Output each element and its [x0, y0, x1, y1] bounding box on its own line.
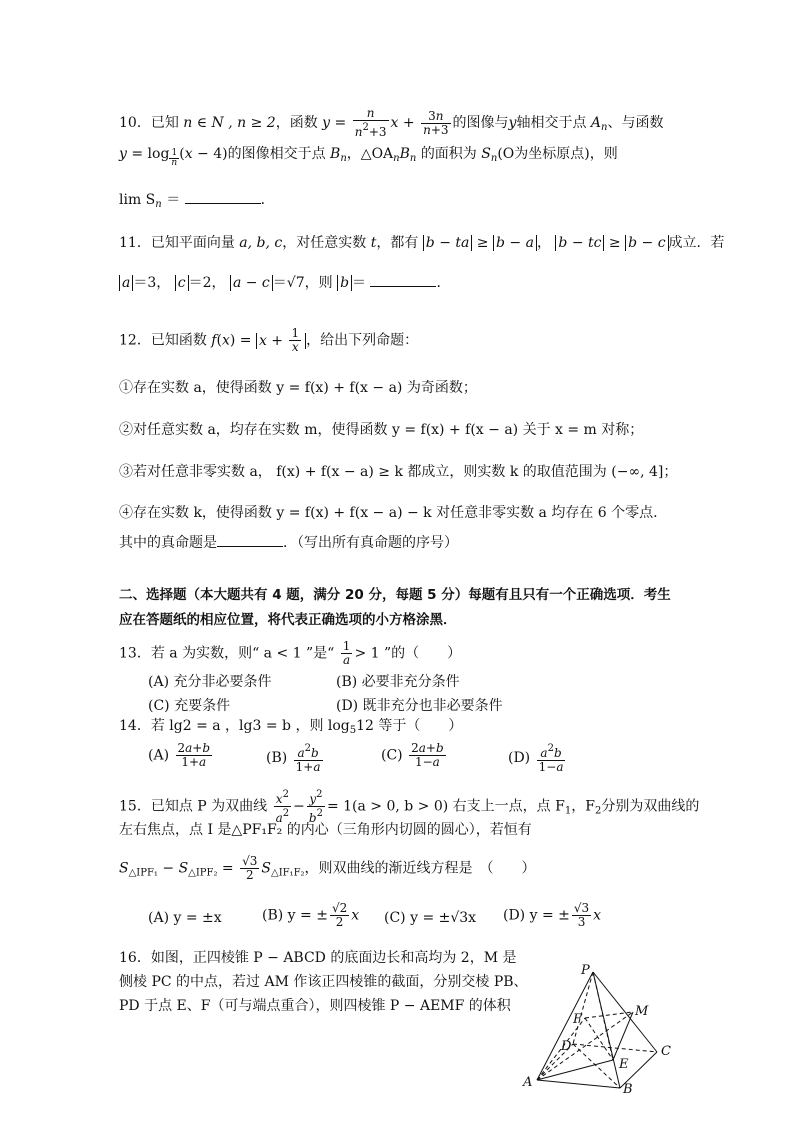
q14-option-b[interactable]: (B) $\frac{a^2b}{1+a}$	[266, 743, 321, 774]
q14-stem: 14．若 lg2 = a ，lg3 = b ，则 $\log_512$ 等于（ ）	[119, 718, 463, 736]
label-B: B	[623, 1082, 633, 1095]
label-A: A	[523, 1075, 533, 1090]
q15-option-b[interactable]: (B) y = ± $\frac{√2}{2}$ x	[262, 901, 360, 929]
q10-answer-blank[interactable]	[185, 203, 261, 204]
section2-heading-line1: 二、选择题（本大题共有 4 题，满分 20 分，每题 5 分）每题有且只有一个正确选项．考生	[119, 587, 671, 603]
label-C: C	[661, 1044, 671, 1059]
q15-option-c[interactable]: (C) y = ±√3x	[384, 910, 477, 926]
q15-option-a[interactable]: (A) y = ±x	[148, 910, 222, 926]
q12-proposition-4: ④存在实数 k，使得函数 y = f(x) + f(x − a) − k 对任意非零实数 a 均存在 6 个零点.	[119, 505, 658, 521]
label-D: D	[561, 1039, 572, 1054]
q11-answer-blank[interactable]	[370, 286, 436, 287]
q12-proposition-2: ②对任意实数 a，均存在实数 m，使得函数 y = f(x) + f(x − a) 关于 x = m 对称；	[119, 422, 644, 438]
label-F: F	[573, 1012, 583, 1027]
q14-option-d[interactable]: (D) $\frac{a^2b}{1-a}$	[508, 743, 564, 774]
label-E: E	[619, 1057, 629, 1072]
q13-option-a[interactable]: (A) 充分非必要条件	[148, 674, 272, 690]
q10-line2: y = log $_{\frac{1}{n}}$ (x − 4)的图像相交于点 $B_n$，$\triangle OA_nB_n$ 的面积为 $S_n(O$为坐标原点)，则	[119, 146, 618, 168]
q12-proposition-1: ①存在实数 a，使得函数 y = f(x) + f(x − a) 为奇函数；	[119, 380, 477, 396]
section2-heading-line2: 应在答题纸的相应位置，将代表正确选项的小方格涂黑．	[119, 612, 457, 628]
q12-intro: 12．已知函数 f(x) = x + $\frac{1}{x}$ ，给出下列命题：	[119, 326, 419, 354]
pyramid-diagram	[515, 960, 690, 1095]
q16-line3: PD 于点 E、F（可与端点重合），则四棱锥 P − AEMF 的体积	[119, 998, 511, 1014]
q12-proposition-3: ③若对任意非零实数 a， f(x) + f(x − a) ≥ k 都成立，则实数 k 的取值范围为 (−∞, 4]；	[119, 464, 678, 480]
q13-option-b[interactable]: (B) 必要非充分条件	[336, 674, 460, 690]
q11-line2: a ＝3， c ＝2， a − c ＝√7，则 b ＝ ．	[119, 273, 450, 293]
q12-answer-blank[interactable]	[217, 546, 283, 547]
q12-question: 其中的真命题是 ．（写出所有真命题的序号）	[119, 535, 458, 551]
q16-line2: 侧棱 PC 的中点，若过 AM 作该正四棱锥的截面，分别交棱 PB、	[119, 974, 528, 990]
q11-line1: 11．已知平面向量 a, b, c，对任意实数 t，都有 b − ta ≥ b − a ， b − tc ≥ b − c 成立．若	[119, 235, 725, 251]
q16-line1: 16．如图，正四棱锥 P − ABCD 的底面边长和高均为 2，M 是	[119, 950, 517, 966]
q10-number: 10．	[119, 115, 151, 131]
q13-option-d[interactable]: (D) 既非充分也非必要条件	[336, 698, 503, 714]
q10-line1: 10．已知 n ∈ N , n ≥ 2，函数 y = $\frac{n}{n^2+3}$ x + $\frac{3n}{n+3}$ 的图像与y轴相交于点 $A_n$、与函数	[119, 106, 664, 139]
q10-fraction-2: $\frac{3n}{n+3}$	[423, 108, 449, 137]
q10-fraction-1: $\frac{n}{n^2+3}$	[354, 106, 387, 139]
q13-stem: 13．若 a 为实数，则“ a < 1 ”是“ $\frac{1}{a}$ > 1 ”的（ ）	[119, 639, 462, 667]
q15-stem-line2: 左右焦点，点 I 是△PF₁F₂ 的内心（三角形内切圆的圆心），若恒有	[119, 822, 532, 838]
q13-option-c[interactable]: (C) 充要条件	[148, 698, 231, 714]
q15-option-d[interactable]: (D) y = ± $\frac{√3}{3}$ x	[503, 901, 602, 929]
q15-stem-line1: 15．已知点 P 为双曲线 $\frac{x^2}{a^2}$ − $\frac{y^2}{b^2}$ = 1(a > 0, b > 0) 右支上一点，点 $F_1$，$F_2$分别为双曲线的	[119, 789, 700, 825]
q14-option-a[interactable]: (A) $\frac{2a+b}{1+a}$	[148, 741, 211, 769]
q10-line3: $\lim S_n$ ＝ ．	[119, 192, 275, 210]
q15-stem-line3: $S_{\triangle IPF_1} - S_{\triangle IPF_2}$ = $\frac{√3}{2}$ $S_{\triangle IF_1F_2}$，则双曲线的渐近线方程是 （ ）	[119, 854, 536, 882]
label-P: P	[581, 963, 590, 978]
label-M: M	[635, 1004, 649, 1019]
q14-option-c[interactable]: (C) $\frac{2a+b}{1-a}$	[381, 741, 444, 769]
q10-limit: lim S	[119, 192, 156, 208]
q10-condition: n ∈ N , n ≥ 2	[183, 115, 276, 131]
q11-vectors: a, b, c	[239, 235, 283, 251]
